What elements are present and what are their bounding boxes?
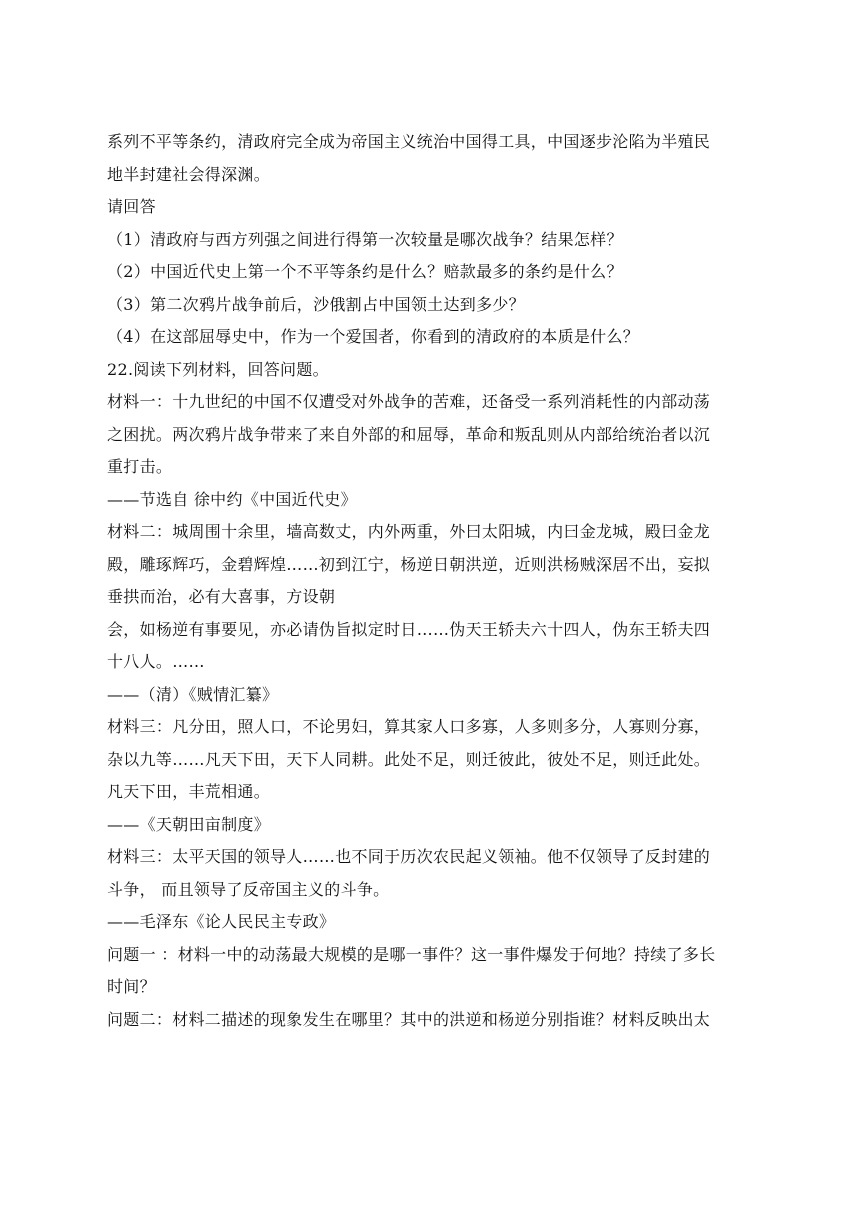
material-4-source: ——毛泽东《论人民民主专政》 <box>107 912 336 931</box>
material-2-text: 十八人。…… <box>107 652 205 671</box>
material-1-text: 之困扰。两次鸦片战争带来了来自外部的和屈辱，革命和叛乱则从内部给统治者以沉 <box>107 424 711 444</box>
material-1-text: 材料一：十九世纪的中国不仅遭受对外战争的苦难，还备受一系列消耗性的内部动荡 <box>107 392 711 411</box>
question-number-22: 22.阅读下列材料，回答问题。 <box>107 359 329 379</box>
material-2-text: 会，如杨逆有事要见，亦必请伪旨拟定时日……伪天王轿夫六十四人，伪东王轿夫四 <box>107 619 711 639</box>
material-2-text: 材料二：城周围十余里，墙高数丈，内外两重，外曰太阳城，内曰金龙城，殿曰金龙 <box>107 522 711 541</box>
question-item: （1）清政府与西方列强之间进行得第一次较量是哪次战争？结果怎样？ <box>107 229 623 249</box>
material-1-text: 重打击。 <box>107 457 173 476</box>
question-item: （3）第二次鸦片战争前后，沙俄割占中国领土达到多少？ <box>107 294 525 314</box>
question-1-text: 时间？ <box>107 977 156 996</box>
prompt-heading: 请回答 <box>107 197 156 216</box>
material-3-text: 凡天下田，丰荒相通。 <box>107 782 271 801</box>
material-1-source: ——节选自 徐中约《中国近代史》 <box>107 489 357 509</box>
material-2-text: 垂拱而治，必有大喜事，方设朝 <box>107 587 336 606</box>
material-3-source: ——《天朝田亩制度》 <box>107 814 271 834</box>
document-body <box>107 126 757 1036</box>
text-line: 系列不平等条约，清政府完全成为帝国主义统治中国得工具，中国逐步沦陷为半殖民 <box>107 132 711 151</box>
material-3-text: 杂以九等……凡天下田，天下人同耕。此处不足，则迁彼此，彼处不足，则迁此处。 <box>107 749 711 769</box>
material-2-source: ——（清）《贼情汇纂》 <box>107 684 279 704</box>
text-line: 地半封建社会得深渊。 <box>107 164 271 184</box>
material-4-text: 斗争， 而且领导了反帝国主义的斗争。 <box>107 879 390 899</box>
question-1-text: 问题一 ：材料一中的动荡最大规模的是哪一事件？这一事件爆发于何地？持续了多长 <box>107 944 716 964</box>
question-item: （2）中国近代史上第一个不平等条约是什么？赔款最多的条约是什么？ <box>107 262 623 281</box>
material-3-text: 材料三：凡分田，照人口，不论男妇，算其家人口多寡，人多则多分，人寡则分寡， <box>107 717 711 736</box>
material-2-text: 殿，雕琢辉巧，金碧辉煌……初到江宁，杨逆日朝洪逆，近则洪杨贼深居不出，妄拟 <box>107 554 711 574</box>
material-4-text: 材料三：太平天国的领导人……也不同于历次农民起义领袖。他不仅领导了反封建的 <box>107 847 711 866</box>
question-2-text: 问题二：材料二描述的现象发生在哪里？其中的洪逆和杨逆分别指谁？材料反映出太 <box>107 1009 711 1029</box>
question-item: （4）在这部屈辱史中，作为一个爱国者，你看到的清政府的本质是什么？ <box>107 327 640 346</box>
